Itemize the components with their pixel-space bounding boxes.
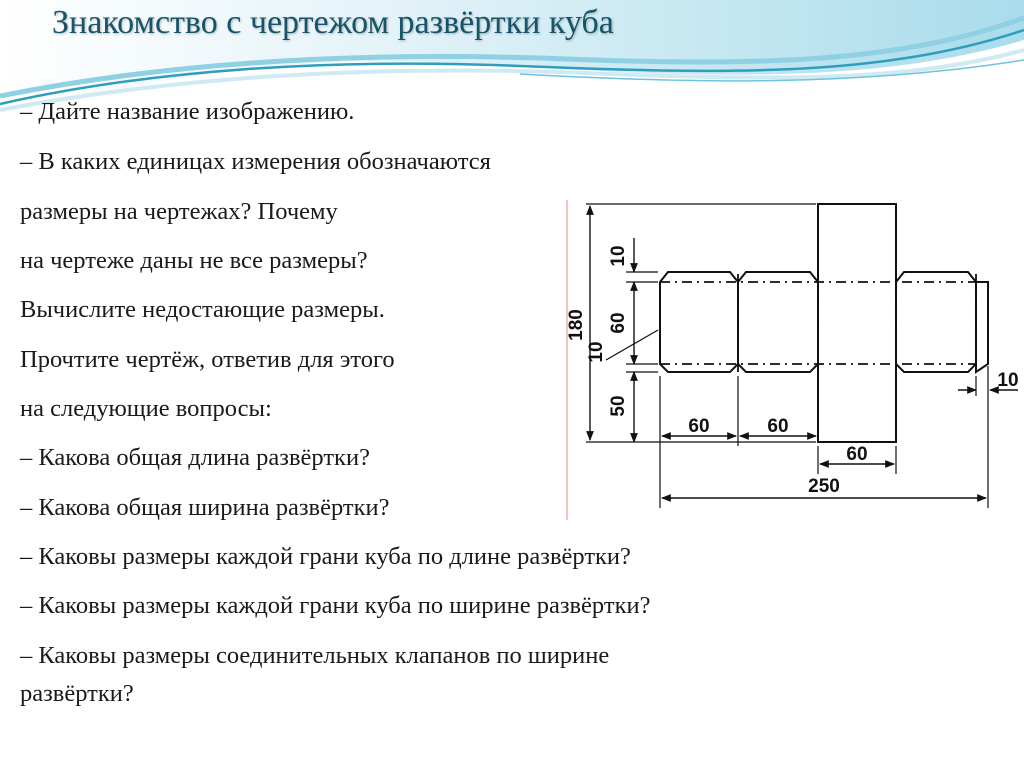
dim-top-flap: 10 <box>608 245 629 267</box>
slide-title: Знакомство с чертежом развёртки куба <box>52 4 614 41</box>
question-line: – Дайте название изображению. <box>20 98 355 125</box>
question-line: Прочтите чертёж, ответив для этого <box>20 346 395 373</box>
question-line: развёртки? <box>20 680 134 707</box>
question-line: Вычислите недостающие размеры. <box>20 296 385 323</box>
dim-end-flap: 10 <box>997 370 1019 391</box>
dim-bottom-flap: 50 <box>608 395 629 417</box>
dim-face2-width: 60 <box>767 416 789 437</box>
question-line: на чертеже даны не все размеры? <box>20 247 368 274</box>
extension-lines <box>586 204 988 508</box>
dim-flap-left: 10 <box>586 341 607 363</box>
cube-net-drawing <box>558 190 1024 530</box>
dim-total-height: 180 <box>566 309 587 341</box>
dim-face-height: 60 <box>608 312 629 334</box>
question-line: размеры на чертежах? Почему <box>20 198 338 225</box>
question-line: – Каковы размеры каждой грани куба по ширине развёртки? <box>20 592 651 619</box>
dim-total-length: 250 <box>808 476 840 497</box>
question-line: на следующие вопросы: <box>20 395 272 422</box>
question-line: – Каковы размеры соединительных клапанов по ширине <box>20 642 610 669</box>
question-line: – Какова общая длина развёртки? <box>20 444 370 471</box>
question-line: – Каковы размеры каждой грани куба по длине развёртки? <box>20 543 631 570</box>
question-line: – Какова общая ширина развёртки? <box>20 494 390 521</box>
dim-face1-width: 60 <box>688 416 710 437</box>
net-outline <box>660 204 988 442</box>
dimension-lines <box>590 206 1018 498</box>
dim-face3-width: 60 <box>846 444 868 465</box>
question-line: – В каких единицах измерения обозначаются <box>20 148 491 175</box>
